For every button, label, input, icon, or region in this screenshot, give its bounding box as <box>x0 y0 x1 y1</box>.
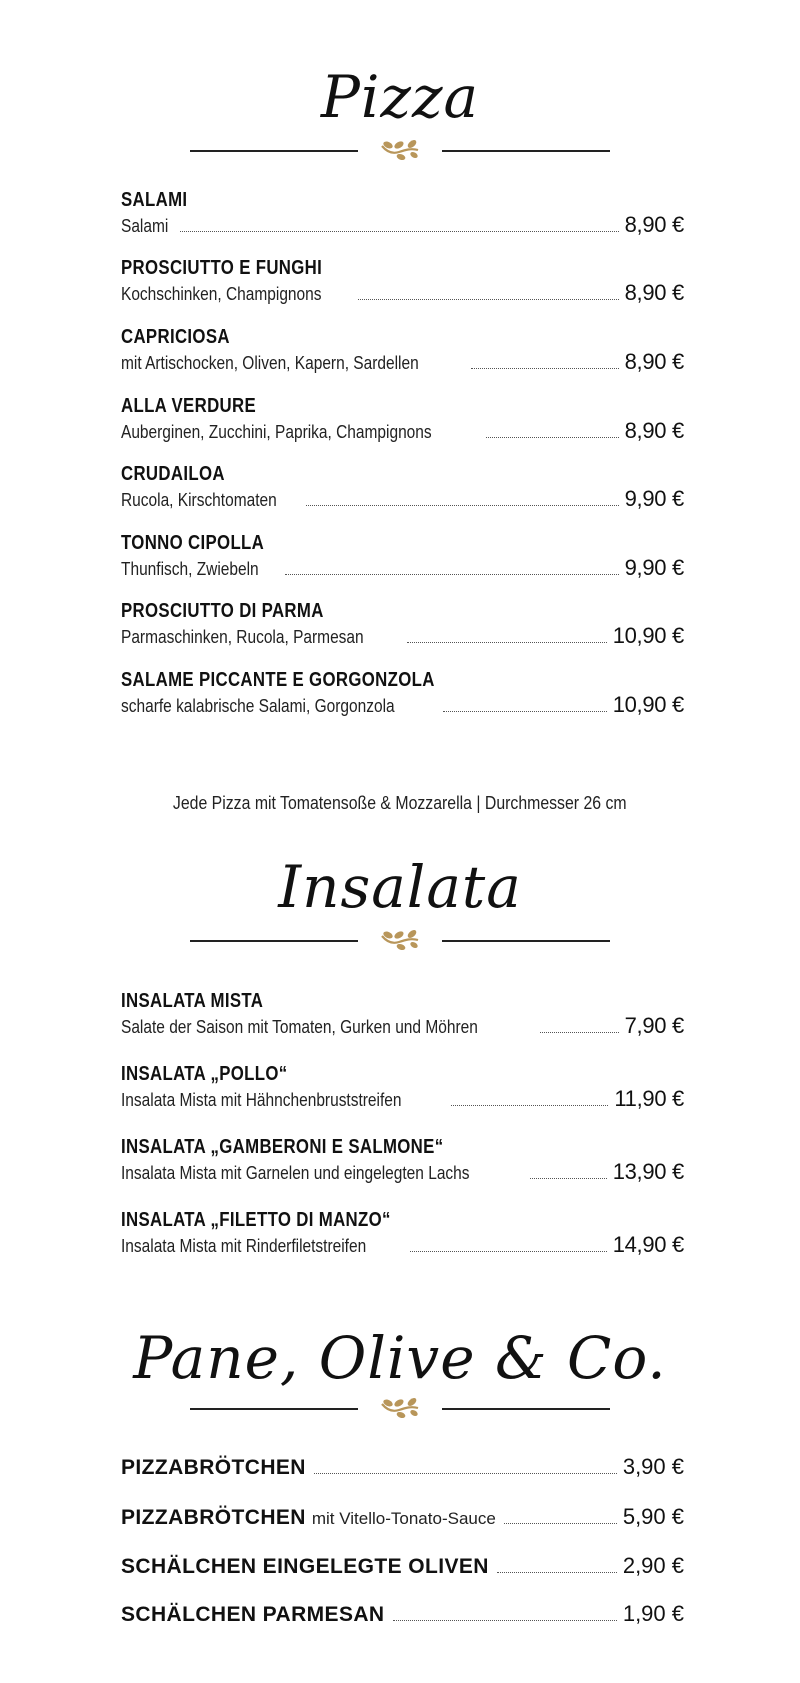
menu-item <box>121 1454 684 1486</box>
menu-item <box>121 1208 684 1260</box>
item-name: PROSCIUTTO E FUNGHI <box>121 257 323 279</box>
item-price: 3,90 € <box>622 1454 684 1479</box>
item-price: 13,90 € <box>612 1159 684 1184</box>
item-name: SCHÄLCHEN PARMESAN <box>121 1603 385 1626</box>
item-description: scharfe kalabrische Salami, Gorgonzola <box>121 696 395 716</box>
item-price: 1,90 € <box>622 1601 684 1626</box>
pizza-note <box>0 793 800 814</box>
menu-item <box>121 1601 684 1633</box>
menu-item <box>121 599 684 651</box>
section-divider <box>190 138 610 162</box>
menu-item <box>121 1504 684 1536</box>
item-name: SALAMI <box>121 189 188 211</box>
menu-item <box>121 1135 684 1187</box>
item-description: Insalata Mista mit Garnelen und eingelegten Lachs <box>121 1163 470 1183</box>
leaf-ornament-icon <box>379 1396 421 1420</box>
item-price: 2,90 € <box>622 1553 684 1578</box>
menu-item <box>121 1553 684 1585</box>
item-name: CAPRICIOSA <box>121 326 230 348</box>
item-name: SALAME PICCANTE E GORGONZOLA <box>121 669 435 691</box>
item-price: 7,90 € <box>624 1013 684 1038</box>
section-title-pane: Pane, Olive & Co. <box>133 1324 667 1392</box>
item-price: 9,90 € <box>624 555 684 580</box>
item-description: Thunfisch, Zwiebeln <box>121 559 259 579</box>
note-text: Jede Pizza mit Tomatensoße & Mozzarella | Durchmesser 26 cm <box>173 793 627 813</box>
item-description: Insalata Mista mit Hähnchenbruststreifen <box>121 1090 402 1110</box>
item-name: INSALATA MISTA <box>121 990 264 1012</box>
item-price: 8,90 € <box>624 280 684 305</box>
item-name: INSALATA „GAMBERONI E SALMONE“ <box>121 1136 444 1158</box>
menu-item <box>121 531 684 583</box>
item-price: 9,90 € <box>624 486 684 511</box>
item-name: TONNO CIPOLLA <box>121 532 265 554</box>
item-name: PIZZABRÖTCHEN <box>121 1506 306 1529</box>
item-name: INSALATA „POLLO“ <box>121 1063 288 1085</box>
item-extra: mit Vitello-Tonato-Sauce <box>311 1509 496 1528</box>
item-price: 8,90 € <box>624 349 684 374</box>
item-name: PROSCIUTTO DI PARMA <box>121 600 324 622</box>
item-name: SCHÄLCHEN EINGELEGTE OLIVEN <box>121 1555 489 1578</box>
item-description: Insalata Mista mit Rinderfiletstreifen <box>121 1236 367 1256</box>
item-price: 10,90 € <box>612 692 684 717</box>
item-description: Salami <box>121 216 169 236</box>
item-description: Rucola, Kirschtomaten <box>121 490 277 510</box>
item-name: PIZZABRÖTCHEN <box>121 1456 306 1479</box>
item-description: mit Artischocken, Oliven, Kapern, Sardellen <box>121 353 419 373</box>
menu-item <box>121 462 684 514</box>
item-description: Auberginen, Zucchini, Paprika, Champignons <box>121 422 432 442</box>
item-description: Kochschinken, Champignons <box>121 284 322 304</box>
section-title-pizza: Pizza <box>320 63 480 131</box>
section-divider <box>190 1396 610 1420</box>
section-title-insalata: Insalata <box>278 853 522 921</box>
menu-item <box>121 668 684 720</box>
item-price: 5,90 € <box>622 1504 684 1529</box>
item-price: 8,90 € <box>624 418 684 443</box>
menu-item <box>121 989 684 1041</box>
menu-item <box>121 256 684 308</box>
section-divider <box>190 928 610 952</box>
menu-item <box>121 1062 684 1114</box>
item-name: ALLA VERDURE <box>121 395 257 417</box>
menu-item <box>121 394 684 446</box>
leaf-ornament-icon <box>379 138 421 162</box>
item-description: Salate der Saison mit Tomaten, Gurken und Möhren <box>121 1017 478 1037</box>
menu-item <box>121 188 684 240</box>
menu-item <box>121 325 684 377</box>
item-price: 11,90 € <box>614 1086 684 1111</box>
item-name: CRUDAILOA <box>121 463 225 485</box>
item-description: Parmaschinken, Rucola, Parmesan <box>121 627 364 647</box>
item-price: 8,90 € <box>624 212 684 237</box>
leaf-ornament-icon <box>379 928 421 952</box>
item-price: 10,90 € <box>612 623 684 648</box>
item-price: 14,90 € <box>612 1232 684 1257</box>
item-name: INSALATA „FILETTO DI MANZO“ <box>121 1209 391 1231</box>
